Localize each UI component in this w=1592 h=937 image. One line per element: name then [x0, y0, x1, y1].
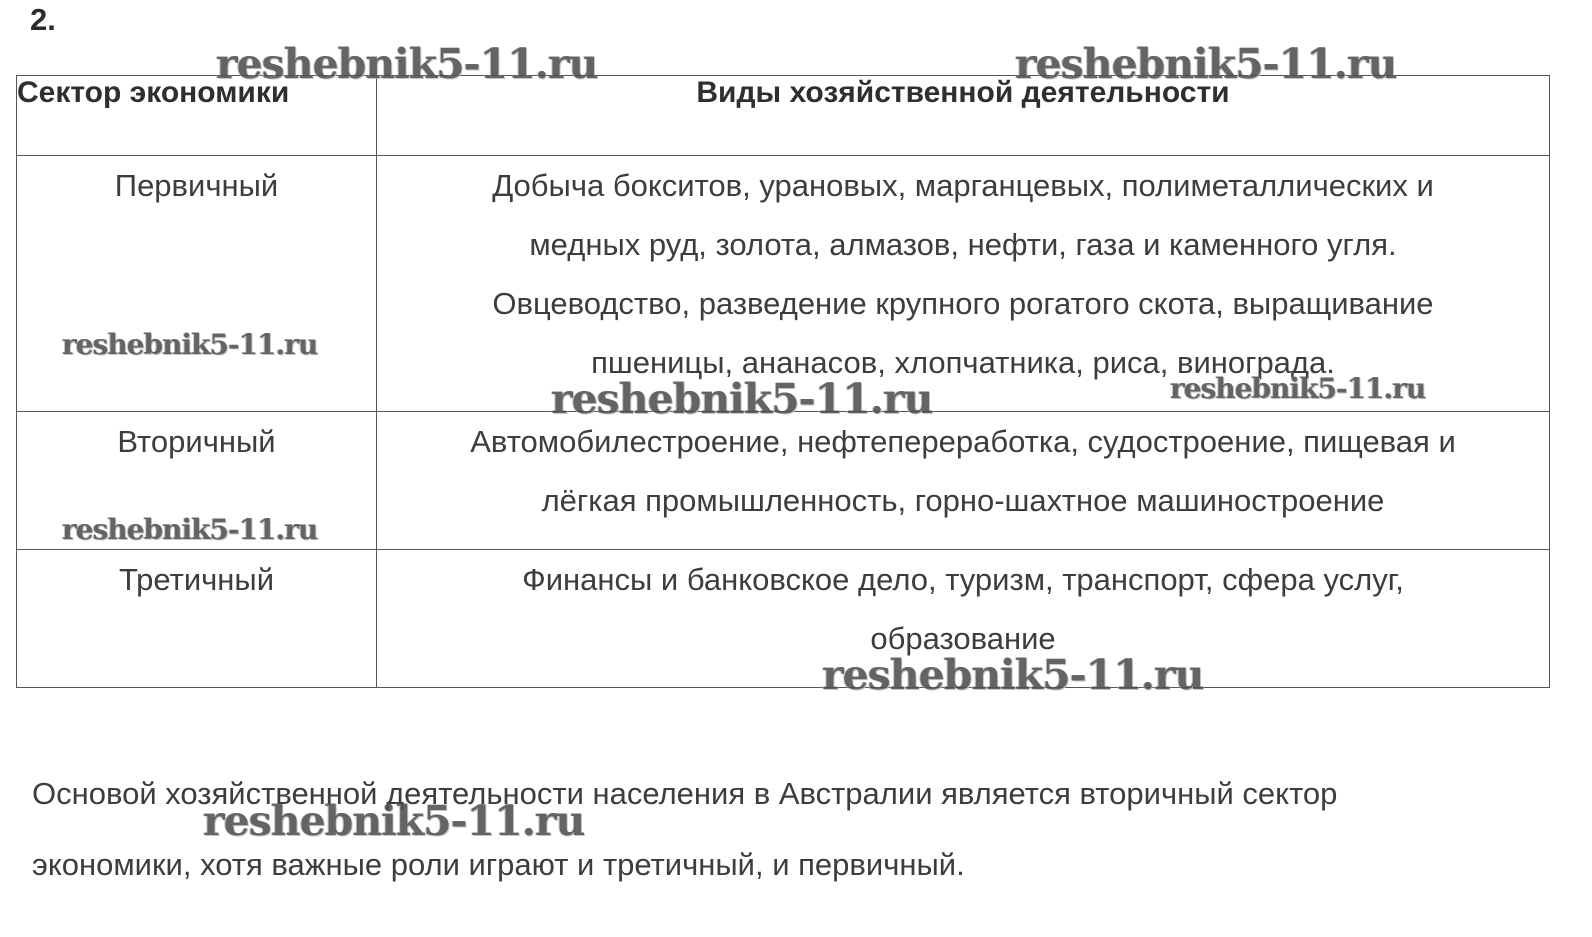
watermark: reshebnik5-11.ru [203, 797, 585, 845]
conclusion-paragraph [32, 758, 1532, 900]
watermark: reshebnik5-11.ru [1015, 40, 1397, 88]
activity-line: лёгкая промышленность, горно-шахтное машиностроение [541, 483, 1385, 518]
activity-line: Автомобилестроение, нефтепереработка, судостроение, пищевая и [470, 424, 1456, 459]
watermark: reshebnik5-11.ru [551, 375, 933, 423]
activity-cell [377, 550, 1550, 688]
sector-cell: Третичный [17, 550, 377, 688]
activity-line: Финансы и банковское дело, туризм, транспорт, сфера услуг, [522, 562, 1404, 597]
watermark: reshebnik5-11.ru [1170, 372, 1426, 405]
activity-cell [377, 156, 1550, 412]
sectors-table [16, 75, 1550, 688]
sector-cell: Первичный [17, 156, 377, 412]
header-activity: Виды хозяйственной деятельности [377, 76, 1550, 156]
activity-line: пшеницы, ананасов, хлопчатника, риса, винограда. [591, 345, 1335, 380]
activity-line: образование [870, 621, 1056, 656]
watermark: reshebnik5-11.ru [216, 40, 598, 88]
activity-line: Овцеводство, разведение крупного рогатого скота, выращивание [492, 286, 1434, 321]
table-row [17, 412, 1550, 550]
watermark: reshebnik5-11.ru [62, 328, 318, 361]
activity-line: медных руд, золота, алмазов, нефти, газа и каменного угля. [529, 227, 1397, 262]
activity-cell [377, 412, 1550, 550]
watermark: reshebnik5-11.ru [62, 513, 318, 546]
table-row [17, 550, 1550, 688]
conclusion-line: экономики, хотя важные роли играют и третичный, и первичный. [32, 847, 965, 882]
sector-cell: Вторичный [17, 412, 377, 550]
conclusion-line: Основой хозяйственной деятельности населения в Австралии является вторичный сектор [32, 776, 1338, 811]
activity-line: Добыча бокситов, урановых, марганцевых, полиметаллических и [492, 168, 1434, 203]
watermark: reshebnik5-11.ru [822, 651, 1204, 699]
table-row [17, 156, 1550, 412]
header-sector: Сектор экономики [17, 76, 377, 156]
task-number: 2. [30, 2, 56, 37]
table-header-row [17, 76, 1550, 156]
